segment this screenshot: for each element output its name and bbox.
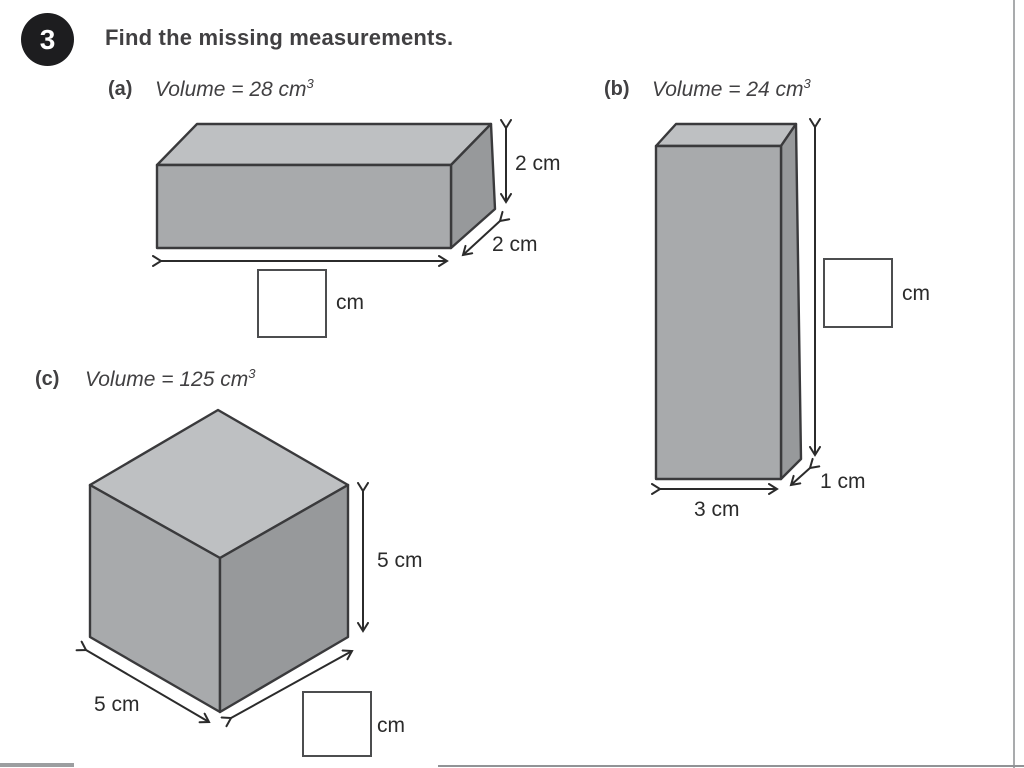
- part-b-answer-unit: cm: [902, 282, 930, 305]
- part-a-volume-exponent: 3: [306, 76, 314, 91]
- question-number-badge: [21, 13, 74, 66]
- part-b-width-label: 3 cm: [694, 498, 740, 521]
- cuboid-a-top-face: [157, 124, 491, 165]
- part-a-height-label: 2 cm: [515, 152, 561, 175]
- part-a-volume-text: Volume = 28 cm: [155, 78, 307, 101]
- part-b-volume-text: Volume = 24 cm: [652, 78, 804, 101]
- part-c-height-label: 5 cm: [377, 549, 423, 572]
- part-a-answer-unit: cm: [336, 291, 364, 314]
- cuboid-b-side-face: [781, 124, 801, 479]
- bottom-left-bar: [0, 763, 74, 767]
- part-b-depth-label: 1 cm: [820, 470, 866, 493]
- part-b-volume-exponent: 3: [803, 76, 811, 91]
- page-right-border: [1013, 0, 1015, 768]
- part-b-volume: [652, 78, 811, 102]
- part-c-volume-text: Volume = 125 cm: [85, 368, 249, 391]
- part-c-answer-unit: cm: [377, 714, 405, 737]
- page-bottom-border: [438, 765, 1024, 767]
- part-c-cube-figure: [70, 395, 375, 740]
- part-c-edge-label: 5 cm: [94, 693, 140, 716]
- part-c-volume: [85, 368, 255, 392]
- part-b-label: (b): [604, 78, 630, 100]
- depth-arrow: [791, 468, 810, 485]
- part-c-label: (c): [35, 368, 60, 390]
- cuboid-b-front-face: [656, 146, 781, 479]
- part-a-depth-label: 2 cm: [492, 233, 538, 256]
- part-c-answer-box[interactable]: [302, 691, 372, 757]
- part-a-cuboid-figure: [140, 110, 520, 270]
- part-a-volume: [155, 78, 314, 102]
- part-b-answer-box[interactable]: [823, 258, 893, 328]
- cuboid-a-front-face: [157, 165, 451, 248]
- cuboid-b-top-face: [656, 124, 796, 146]
- part-b-cuboid-figure: [640, 115, 830, 505]
- part-a-label: (a): [108, 78, 133, 100]
- question-title: Find the missing measurements.: [105, 25, 454, 50]
- question-number: 3: [39, 23, 56, 55]
- part-a-answer-box[interactable]: [257, 269, 327, 338]
- part-c-volume-exponent: 3: [248, 366, 256, 381]
